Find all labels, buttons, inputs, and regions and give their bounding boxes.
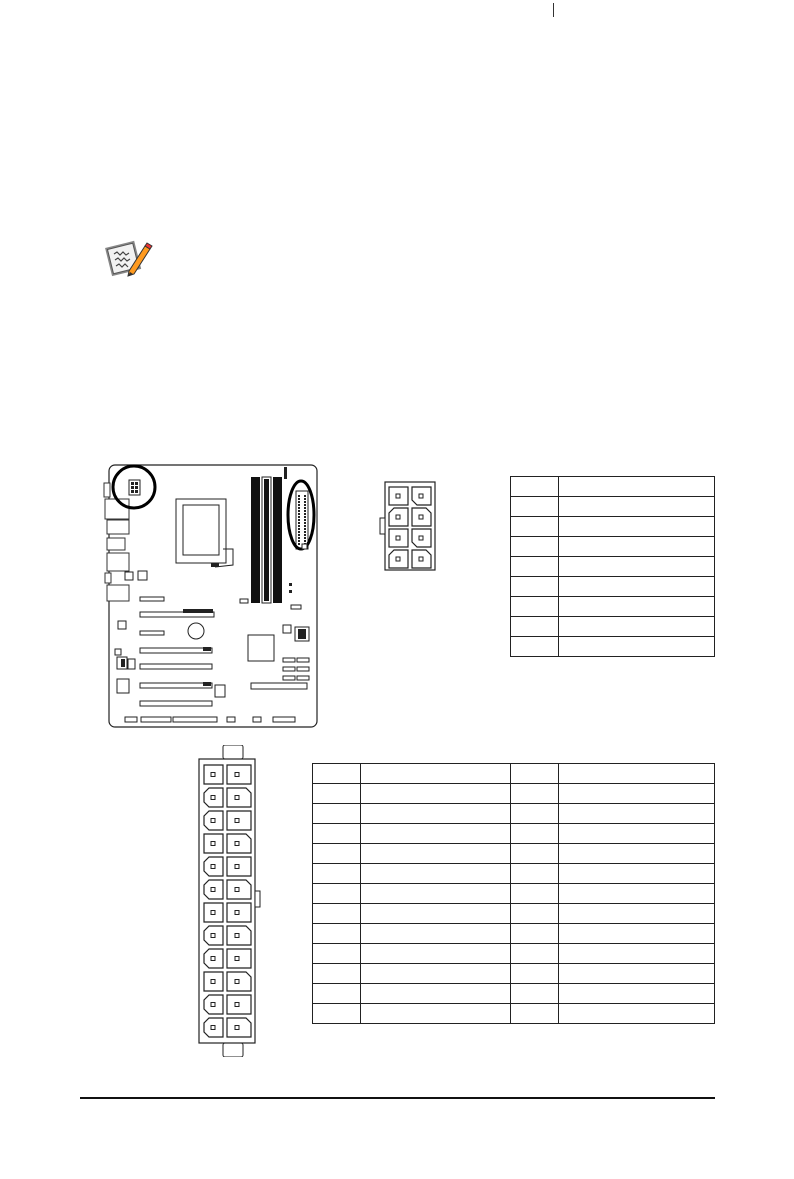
table-row <box>511 517 715 537</box>
motherboard-layout <box>103 459 323 731</box>
note-pencil-icon <box>103 237 153 279</box>
table-row <box>313 1004 715 1024</box>
pin-contact <box>235 796 239 800</box>
pin-contact <box>235 980 239 984</box>
table-row <box>511 477 715 497</box>
pin-contact <box>211 796 215 800</box>
table-row <box>313 944 715 964</box>
pin-contact <box>211 911 215 915</box>
pin-contact <box>235 842 239 846</box>
table-row <box>511 577 715 597</box>
table-row <box>313 884 715 904</box>
table-row <box>313 924 715 944</box>
table-row <box>511 617 715 637</box>
table-row <box>313 984 715 1004</box>
footer-rule <box>80 1097 715 1099</box>
table-row <box>313 844 715 864</box>
pin-contact <box>211 957 215 961</box>
table-row <box>313 764 715 784</box>
pin-contact <box>235 888 239 892</box>
atx12v-connector-diagram <box>377 478 441 574</box>
pin-contact <box>211 865 215 869</box>
pin-contact <box>235 1026 239 1030</box>
table-row <box>313 784 715 804</box>
pin-contact <box>211 773 215 777</box>
table-row <box>511 557 715 577</box>
table-row <box>313 804 715 824</box>
pin-contact <box>235 773 239 777</box>
table-row <box>313 904 715 924</box>
pin-contact <box>211 1026 215 1030</box>
table-row <box>511 537 715 557</box>
pin-contact <box>211 842 215 846</box>
table-row <box>313 864 715 884</box>
pin-contact <box>211 1003 215 1007</box>
pin-contact <box>235 865 239 869</box>
pin-contact <box>235 957 239 961</box>
pin-contact <box>211 980 215 984</box>
pin-contact <box>235 819 239 823</box>
pin-contact <box>235 1003 239 1007</box>
table-row <box>511 497 715 517</box>
atx-pin-table <box>312 763 715 1024</box>
pin-contact <box>211 934 215 938</box>
table-row <box>313 964 715 984</box>
atx12v-pin-table <box>510 476 715 657</box>
pin-contact <box>235 911 239 915</box>
table-row <box>511 637 715 657</box>
table-row <box>511 597 715 617</box>
top-marker-line <box>553 3 554 17</box>
pin-contact <box>211 888 215 892</box>
table-row <box>313 824 715 844</box>
pin-contact <box>211 819 215 823</box>
pin-contact <box>235 934 239 938</box>
atx-24pin-connector-diagram <box>193 745 263 1057</box>
